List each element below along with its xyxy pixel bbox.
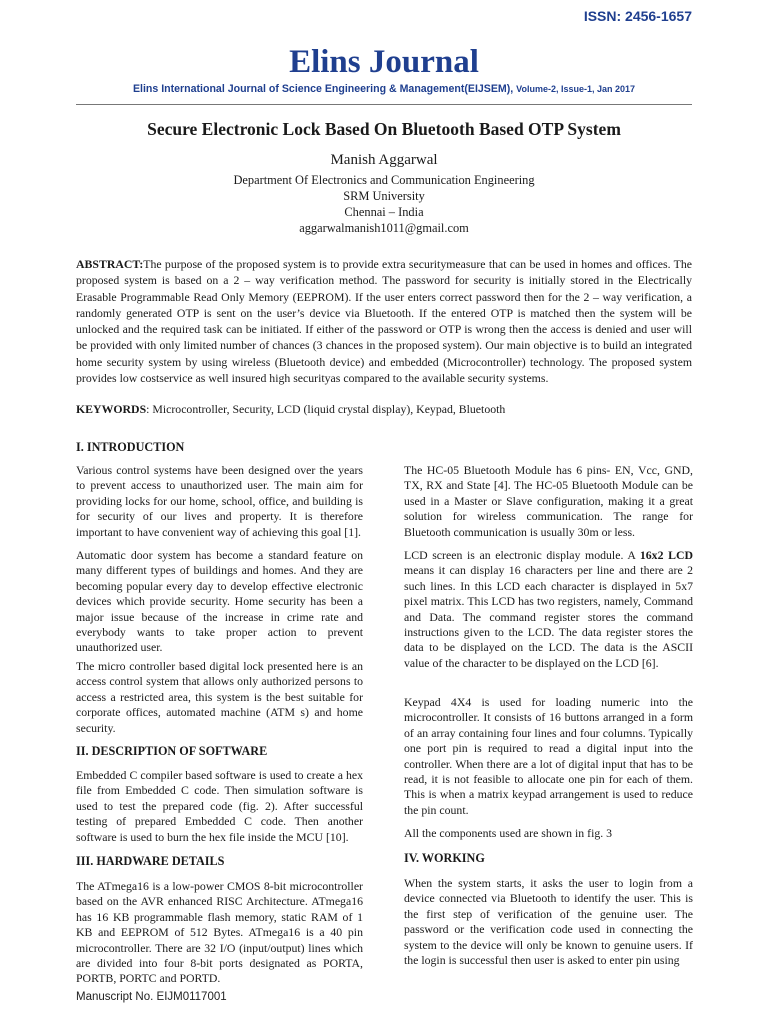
- keywords-label: KEYWORDS: [76, 402, 147, 416]
- abstract: [76, 256, 692, 386]
- journal-subtitle: [0, 83, 768, 95]
- author-email: aggarwalmanish1011@gmail.com: [299, 221, 469, 235]
- bluetooth-module-paragraph: The HC-05 Bluetooth Module has 6 pins- EN, Vcc, GND, TX, RX and State [4]. The HC-05 Bluetooth Module can be used in a Master or Slave configuration, making it a great solution for wireless communication. The range for Bluetooth communication is usually 30m or less.: [404, 463, 693, 539]
- journal-full-name: Elins International Journal of Science Engineering & Management(EIJSEM),: [132, 83, 514, 95]
- manuscript-number: Manuscript No. EIJM0117001: [76, 991, 227, 1003]
- introduction-paragraph-3: The micro controller based digital lock presented here is an access control system that allows only authorized persons to access a restricted area, this system is the best suitable for corporate offices, automated machine (ATM s) and home security.: [76, 659, 363, 735]
- keypad-paragraph: Keypad 4X4 is used for loading numeric into the microcontroller. It consists of 16 buttons arranged in a form of an array containing four lines and four columns. Typically one port pin is required to read a digital input into the controller. When there are a lot of digital input that has to be read, it is not feasible to allocate one pin for each of them. This is when a matrix keypad arrangement is used to reduce the pin count.: [404, 695, 693, 817]
- hardware-paragraph: The ATmega16 is a low-power CMOS 8-bit microcontroller based on the AVR enhanced RISC Architecture. ATmega16 has 16 KB programmable flash memory, static RAM of 1 KB and EEPROM of 512 Bytes. ATmega16 is a 40 pin microcontroller. There are 32 I/O (input/output) lines which are divided into four 8-bit ports designated as PORTA, PORTB, PORTC and PORTD.: [76, 879, 363, 986]
- lcd-paragraph: LCD screen is an electronic display module. A 16x2 LCD means it can display 16 characters per line and there are 2 such lines. In this LCD each character is displayed in 5x7 pixel matrix. This LCD has two registers, namely, Command and Data. The command register stores the command instructions given to the LCD. The data register stores the data to be displayed on the LCD. The data is the ASCII value of the character to be displayed on the LCD [6].: [404, 548, 694, 670]
- introduction-paragraph-2: Automatic door system has become a standard feature on many different types of buildings and homes. And they are becoming popular every day to develop effective electronic devices which provide security. Home security has been a major issue because of the increase in crime rate and everybody wants to take proper action to prevent unauthorized user.: [76, 548, 363, 655]
- affiliation-location: Chennai – India: [344, 205, 424, 219]
- abstract-label: ABSTRACT:: [76, 257, 144, 271]
- software-heading: II. DESCRIPTION OF SOFTWARE: [76, 744, 268, 758]
- introduction-paragraph-1: Various control systems have been designed over the years to prevent access to unauthorized user. The main aim for providing locks for our home, school, office, and building is for security of our lives and property. It is therefore important to have convenient way of achieving this goal [1].: [76, 463, 363, 539]
- keywords-text: : Microcontroller, Security, LCD (liquid crystal display), Keypad, Bluetooth: [146, 402, 506, 416]
- journal-title: Elins Journal: [289, 44, 479, 80]
- introduction-heading: I. INTRODUCTION: [76, 440, 185, 454]
- author-name: Manish Aggarwal: [330, 152, 438, 168]
- lcd-bold-term: 16x2 LCD: [639, 548, 694, 562]
- working-heading: IV. WORKING: [404, 851, 485, 865]
- abstract-text: The purpose of the proposed system is to provide extra securitymeasure that can be used in homes and offices. The proposed system is based on a 2 – way verification method. The password for security is initially stored in the Electrically Erasable Programmable Read Only Memory (EEPROM). If the user enters correct password then for the 2 – way verification, a randomly generated OTP is sent on the user’s device via Bluetooth. If the entered OTP is matched then the system will be unlocked and the required task can be initiated. If either of the password or OTP is wrong then the access is denied and user will be provided with only limited number of chances (3 chances in the proposed system). Our main objective is to build an integrated home security system by using wireless (Bluetooth device) and embedded (Microcontroller) technology. The proposed system provides low costservice as well insured high securityas compared to the available security systems.: [76, 257, 692, 386]
- software-paragraph: Embedded C compiler based software is used to create a hex file from Embedded C code. Then simulation software is used to test the prepared code (fig. 2). After successful testing of prepared Embedded C code. Then another software is used to burn the hex file inside the MCU [10].: [76, 768, 363, 844]
- components-paragraph: All the components used are shown in fig. 3: [404, 826, 613, 840]
- issn-label: ISSN: 2456-1657: [583, 8, 692, 24]
- keywords: [76, 402, 692, 417]
- paper-title: Secure Electronic Lock Based On Bluetooth Based OTP System: [147, 119, 621, 139]
- hardware-heading: III. HARDWARE DETAILS: [76, 854, 225, 868]
- volume-info: Volume-2, Issue-1, Jan 2017: [516, 84, 636, 94]
- affiliation-university: SRM University: [343, 189, 425, 203]
- working-paragraph: When the system starts, it asks the user to login from a device connected via Bluetooth to identify the user. This is the first step of verification of the genuine user. The password or the verification code used in connecting the system to the device will only be known to genuine users. If the login is successful then user is asked to enter pin using: [404, 876, 693, 968]
- header-divider: [76, 104, 692, 105]
- affiliation-department: Department Of Electronics and Communication Engineering: [233, 173, 535, 187]
